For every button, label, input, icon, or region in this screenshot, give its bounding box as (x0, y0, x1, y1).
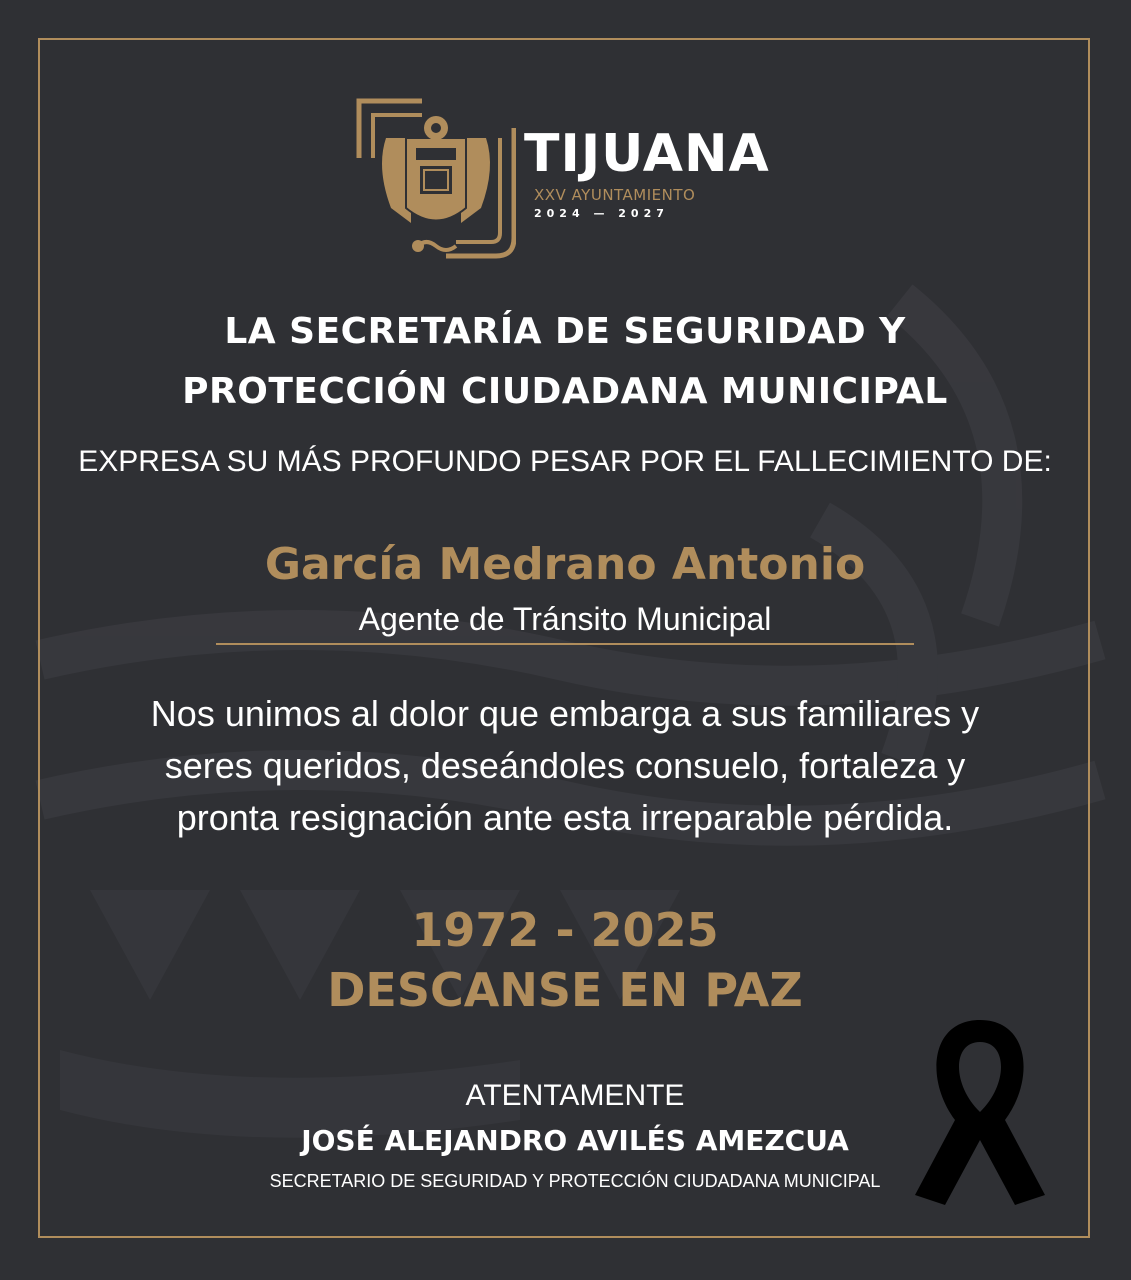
message-line-1: Nos unimos al dolor que embarga a sus familiares y (150, 693, 980, 734)
express-text: EXPRESA SU MÁS PROFUNDO PESAR POR EL FALLECIMIENTO DE: (78, 445, 1052, 478)
life-dates: 1972 - 2025 (411, 903, 719, 957)
rest-in-peace: DESCANSE EN PAZ (327, 963, 803, 1017)
name-divider (216, 643, 914, 645)
logo-years: 2024 — 2027 (534, 207, 669, 220)
deceased-name: García Medrano Antonio (264, 539, 866, 590)
message-line-3: pronta resignación ante esta irreparable pérdida. (176, 797, 954, 838)
heading-line-2: PROTECCIÓN CIUDADANA MUNICIPAL (182, 371, 948, 412)
closing-text: ATENTAMENTE (465, 1079, 685, 1112)
signer-name: JOSÉ ALEJANDRO AVILÉS AMEZCUA (301, 1124, 849, 1157)
deceased-role: Agente de Tránsito Municipal (358, 601, 772, 637)
mourning-ribbon-icon (900, 1000, 1060, 1210)
tijuana-logo (356, 98, 776, 262)
logo-subtitle: XXV AYUNTAMIENTO (534, 186, 696, 204)
signer-title: SECRETARIO DE SEGURIDAD Y PROTECCIÓN CIUDADANA MUNICIPAL (269, 1171, 881, 1191)
heading-line-1: LA SECRETARÍA DE SEGURIDAD Y (224, 311, 906, 352)
coat-of-arms-icon (356, 98, 516, 262)
logo-title: TIJUANA (524, 124, 770, 184)
message-line-2: seres queridos, deseándoles consuelo, fortaleza y (164, 745, 966, 786)
